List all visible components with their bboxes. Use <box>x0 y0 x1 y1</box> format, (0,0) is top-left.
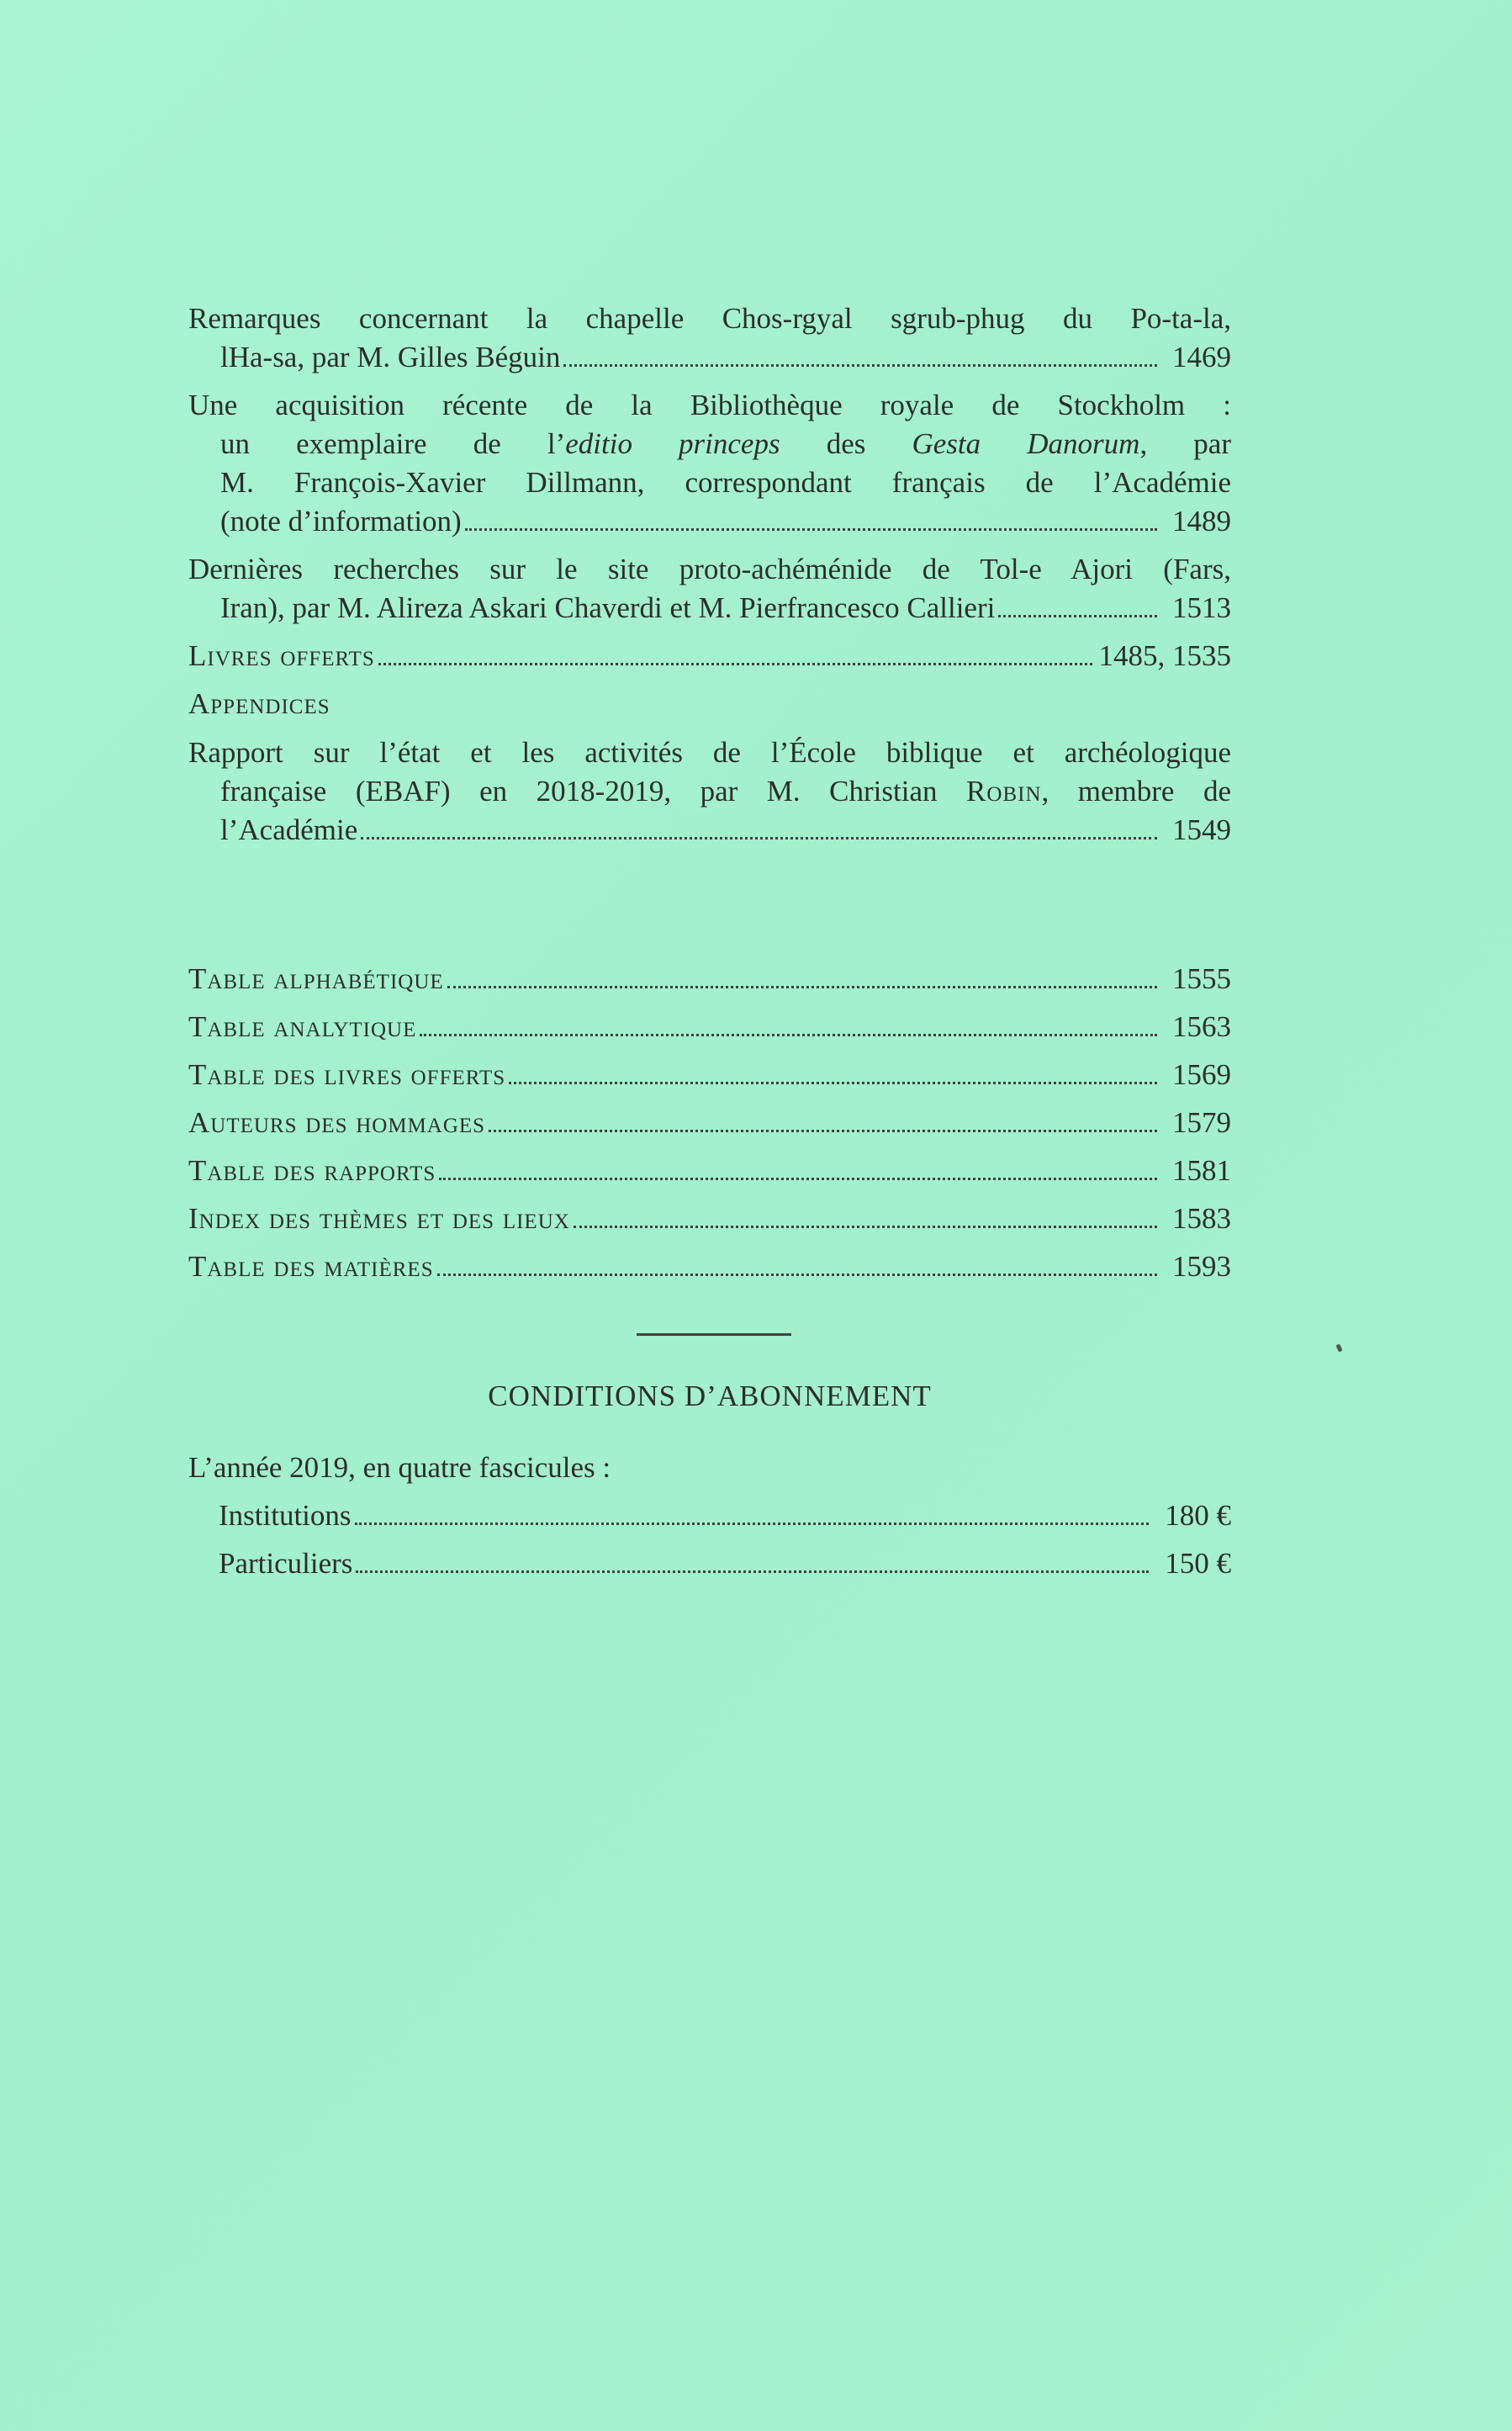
toc-entry-line: M. François-Xavier Dillmann, correspondant français de l’Académie <box>220 466 1231 499</box>
dot-leader <box>437 1274 1157 1276</box>
toc-entry <box>188 299 1231 377</box>
page-number: 1593 <box>1172 1250 1231 1283</box>
table-entry <box>188 1200 1231 1238</box>
toc-entry <box>188 550 1231 628</box>
table-entry <box>188 1152 1231 1190</box>
price-value: 150 € <box>1165 1547 1231 1580</box>
dot-leader <box>447 986 1157 988</box>
dot-leader <box>355 1523 1149 1525</box>
dot-leader <box>563 364 1157 367</box>
toc-entry <box>188 734 1231 850</box>
page-number: 1555 <box>1172 962 1231 995</box>
toc-entry-line: Iran), par M. Alireza Askari Chaverdi et M. Pierfrancesco Callieri <box>220 591 996 624</box>
dot-leader <box>465 528 1157 531</box>
page-number: 1579 <box>1172 1106 1231 1139</box>
italic-title: Gesta Danorum <box>912 427 1140 460</box>
table-of-contents <box>188 299 1231 1295</box>
page-number: 1581 <box>1172 1154 1231 1187</box>
toc-entry-line: Une acquisition récente de la Bibliothèque royale de Stockholm : <box>188 389 1231 421</box>
livres-offerts-entry <box>188 637 1231 675</box>
table-entry <box>188 1008 1231 1046</box>
table-label: Table analytique <box>188 1010 417 1043</box>
table-label: Table des rapports <box>188 1154 436 1187</box>
table-label: Table des livres offerts <box>188 1058 506 1091</box>
toc-entry-line: Dernières recherches sur le site proto-achéménide de Tol-e Ajori (Fars, <box>188 553 1231 585</box>
table-entry <box>188 960 1231 998</box>
section-divider <box>637 1333 791 1336</box>
price-label: Institutions <box>219 1499 352 1532</box>
dot-leader <box>378 663 1092 665</box>
tables-list <box>188 960 1231 1286</box>
section-label: Livres offerts <box>188 639 375 672</box>
subscription-conditions <box>188 1449 1231 1592</box>
dot-leader <box>356 1570 1149 1573</box>
page-number: 1583 <box>1172 1202 1231 1235</box>
subscription-intro: L’année 2019, en quatre fascicules : <box>188 1451 611 1484</box>
dot-leader <box>439 1178 1157 1180</box>
page-number: 1569 <box>1172 1058 1231 1091</box>
toc-entry-line: l’Académie <box>220 813 358 846</box>
page-number: 1485, 1535 <box>1098 639 1231 672</box>
dot-leader <box>361 837 1157 839</box>
paper-speck <box>1335 1343 1342 1352</box>
toc-entry-line: lHa-sa, par M. Gilles Béguin <box>220 341 561 373</box>
dot-leader <box>509 1082 1157 1084</box>
price-label: Particuliers <box>219 1547 353 1580</box>
page-number: 1469 <box>1172 341 1231 373</box>
page-number: 1549 <box>1172 813 1231 846</box>
toc-entry-line: (note d’information) <box>220 505 462 538</box>
table-label: Auteurs des hommages <box>188 1106 486 1139</box>
page-number: 1513 <box>1172 591 1231 624</box>
author-name: Robin <box>966 775 1042 808</box>
toc-entry-line: Remarques concernant la chapelle Chos-rgyal sgrub-phug du Po-ta-la, <box>188 302 1231 335</box>
table-entry <box>188 1247 1231 1286</box>
page-number: 1489 <box>1172 505 1231 538</box>
dot-leader <box>574 1226 1157 1228</box>
table-label: Table des matières <box>188 1250 434 1283</box>
toc-entry <box>188 386 1231 541</box>
toc-entry-line: un exemplaire de l’editio princeps des Gesta Danorum, par <box>220 427 1231 460</box>
dot-leader <box>420 1034 1157 1036</box>
dot-leader <box>998 615 1157 617</box>
dot-leader <box>489 1130 1157 1132</box>
conditions-title: CONDITIONS D’ABONNEMENT <box>488 1380 932 1412</box>
table-entry <box>188 1104 1231 1142</box>
price-row <box>188 1544 1231 1583</box>
toc-entry-line: française (EBAF) en 2018-2019, par M. Christian Robin, membre de <box>220 775 1231 808</box>
price-row <box>188 1496 1231 1535</box>
appendices-heading: Appendices <box>188 687 330 720</box>
page-number: 1563 <box>1172 1010 1231 1043</box>
italic-title: editio princeps <box>565 427 780 460</box>
table-label: Table alphabétique <box>188 962 444 995</box>
table-entry <box>188 1056 1231 1094</box>
table-label: Index des thèmes et des lieux <box>188 1202 570 1235</box>
price-value: 180 € <box>1165 1499 1231 1532</box>
toc-entry-line: Rapport sur l’état et les activités de l’École biblique et archéologique <box>188 736 1231 769</box>
